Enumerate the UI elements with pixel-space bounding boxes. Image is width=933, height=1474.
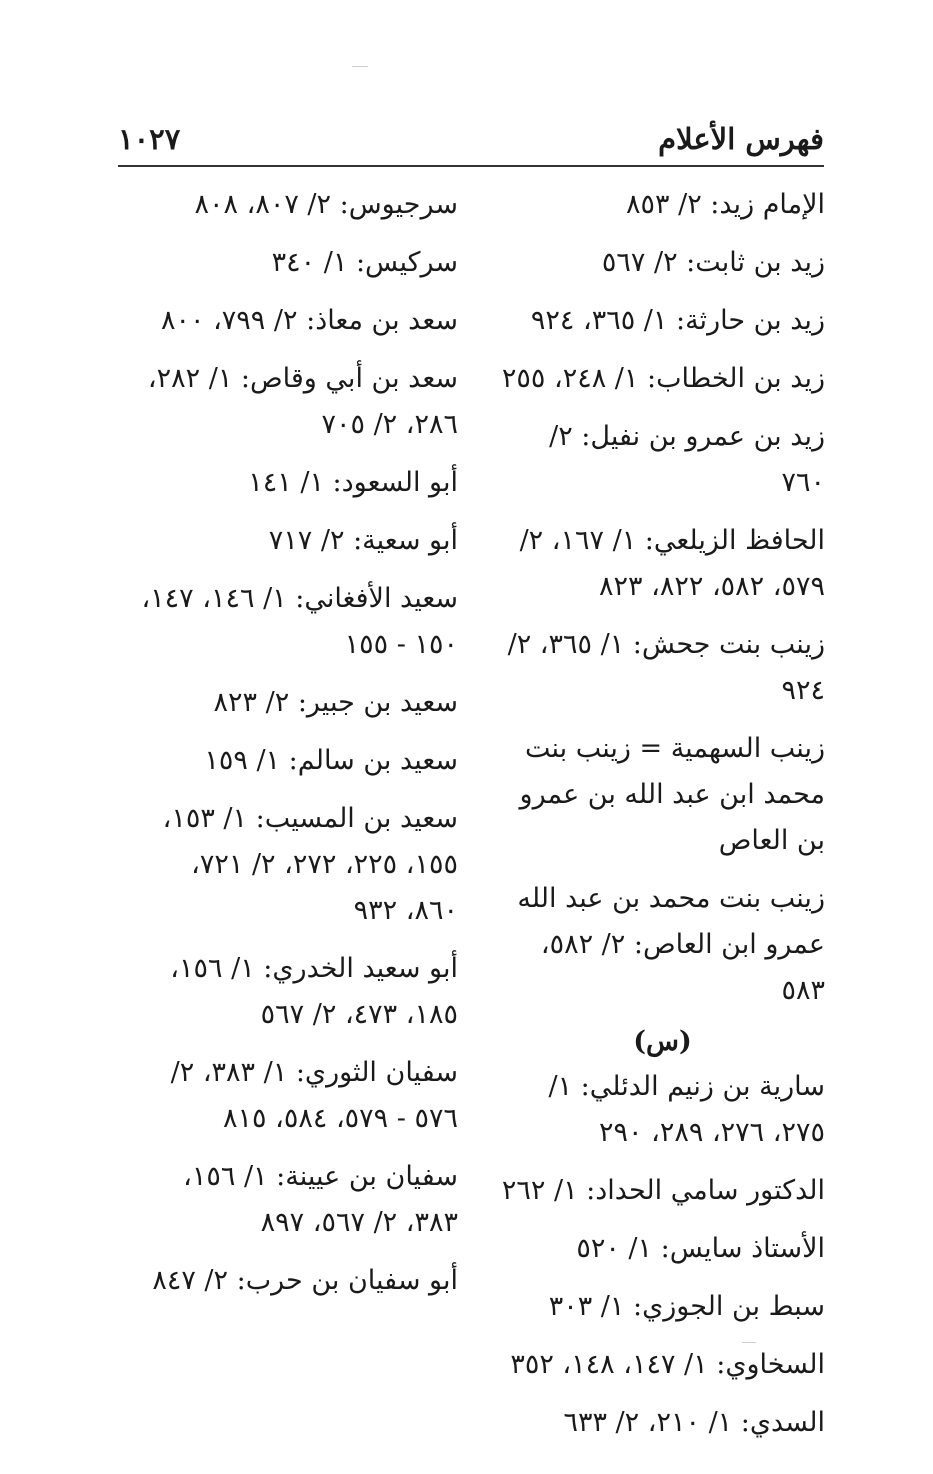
index-entry: السدي: ١/ ٢١٠، ٢/ ٦٣٣ xyxy=(563,1407,825,1438)
page-header xyxy=(118,112,824,162)
index-entry: زينب بنت محمد بن عبد الله عمرو ابن العاص: ٢/ ٥٨٢، ٥٨٣ xyxy=(517,883,825,1006)
index-entry: زينب بنت جحش: ١/ ٣٦٥، ٢/ ٩٢٤ xyxy=(507,629,825,706)
index-entry: الإمام زيد: ٢/ ٨٥٣ xyxy=(625,189,825,220)
header-rule xyxy=(118,165,824,167)
index-entry: سعيد الأفغاني: ١/ ١٤٦، ١٤٧، ١٥٠ - ١٥٥ xyxy=(141,583,458,660)
index-entry: الحافظ الزيلعي: ١/ ١٦٧، ٢/ ٥٧٩، ٥٨٢، ٨٢٢، ٨٢٣ xyxy=(519,525,825,602)
index-entry: أبو سفيان بن حرب: ٢/ ٨٤٧ xyxy=(152,1265,458,1296)
index-entry: أبو سعيد الخدري: ١/ ١٥٦، ١٨٥، ٤٧٣، ٢/ ٥٦٧ xyxy=(170,953,458,1030)
index-entry: زيد بن الخطاب: ١/ ٢٤٨، ٢٥٥ xyxy=(501,363,825,394)
index-entry: أبو السعود: ١/ ١٤١ xyxy=(248,467,458,498)
index-column-right xyxy=(500,182,825,1458)
index-entry: سعد بن معاذ: ٢/ ٧٩٩، ٨٠٠ xyxy=(160,305,458,336)
index-entry: سركيس: ١/ ٣٤٠ xyxy=(271,247,458,278)
page-number: ١٠٢٧ xyxy=(118,122,181,156)
index-entry: أبو سعية: ٢/ ٧١٧ xyxy=(268,525,458,556)
index-entry: سبط بن الجوزي: ١/ ٣٠٣ xyxy=(548,1291,825,1322)
scan-mark-top xyxy=(352,66,368,67)
index-entry: سارية بن زنيم الدئلي: ١/ ٢٧٥، ٢٧٦، ٢٨٩، ٢٩٠ xyxy=(548,1071,825,1148)
index-entry: الدكتور سامي الحداد: ١/ ٢٦٢ xyxy=(501,1175,825,1206)
index-entry: زينب السهمية = زينب بنت محمد ابن عبد الله بن عمرو بن العاص xyxy=(519,733,825,856)
index-entry: زيد بن ثابت: ٢/ ٥٦٧ xyxy=(601,247,825,278)
index-column-left xyxy=(133,182,458,1316)
index-entry: سعد بن أبي وقاص: ١/ ٢٨٢، ٢٨٦، ٢/ ٧٠٥ xyxy=(147,363,458,440)
index-entry: سعيد بن جبير: ٢/ ٨٢٣ xyxy=(213,687,458,718)
index-entry: سعيد بن سالم: ١/ ١٥٩ xyxy=(204,745,458,776)
index-entry: سعيد بن المسيب: ١/ ١٥٣، ١٥٥، ٢٢٥، ٢٧٢، ٢/ ٧٢١، ٨٦٠، ٩٣٢ xyxy=(162,803,458,926)
page-title: فهرس الأعلام xyxy=(658,122,824,156)
index-entry: سفيان الثوري: ١/ ٣٨٣، ٢/ ٥٧٦ - ٥٧٩، ٥٨٤، ٨١٥ xyxy=(170,1057,458,1134)
index-entry: الأستاذ سايس: ١/ ٥٢٠ xyxy=(576,1233,825,1264)
index-entry: سفيان بن عيينة: ١/ ١٥٦، ٣٨٣، ٢/ ٥٦٧، ٨٩٧ xyxy=(183,1161,458,1238)
index-entry: زيد بن حارثة: ١/ ٣٦٥، ٩٢٤ xyxy=(530,305,825,336)
index-entry: السخاوي: ١/ ١٤٧، ١٤٨، ٣٥٢ xyxy=(510,1349,825,1380)
index-entry: سرجيوس: ٢/ ٨٠٧، ٨٠٨ xyxy=(194,189,458,220)
section-heading-seen: (س) xyxy=(633,1026,692,1057)
scan-mark-bottom xyxy=(742,1342,756,1343)
index-entry: زيد بن عمرو بن نفيل: ٢/ ٧٦٠ xyxy=(549,421,825,498)
